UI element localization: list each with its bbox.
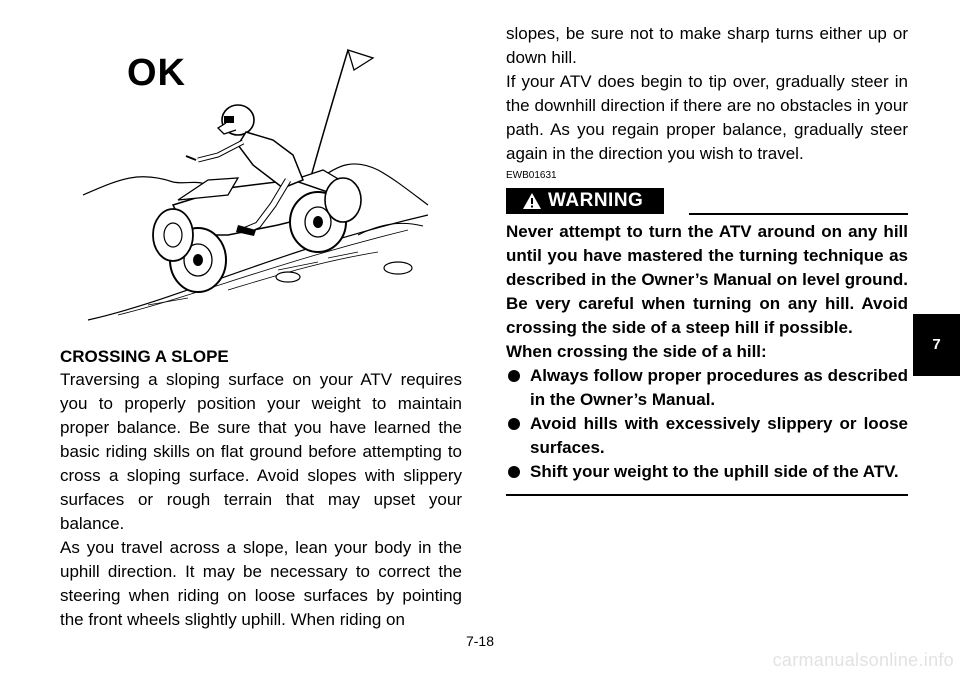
ok-label: OK xyxy=(127,52,186,94)
bullet-text: Always follow proper procedures as described in the Owner’s Manual. xyxy=(530,366,908,409)
atv-on-slope-illustration xyxy=(78,30,438,330)
chapter-tab: 7 xyxy=(913,314,960,376)
warning-text: Never attempt to turn the ATV around on any hill until you have mastered the turning technique as described in the Owner’s Manual on level ground. Be very careful when turning on any hill. Avoid crossing the side of a steep hill if possible. xyxy=(506,222,908,337)
page-number: 7-18 xyxy=(465,633,495,649)
paragraph-continued: slopes, be sure not to make sharp turns either up or down hill. xyxy=(506,24,908,67)
bullet-item xyxy=(506,460,908,484)
bullet-item xyxy=(506,412,908,460)
right-column xyxy=(506,22,908,496)
warning-divider xyxy=(689,213,908,215)
left-column xyxy=(60,345,462,632)
paragraph-lean-uphill: As you travel across a slope, lean your body in the uphill direction. It may be necessary to correct the steering when riding on loose surfaces by pointing the front wheels slightly uphill. When riding on xyxy=(60,538,462,629)
bullet-icon xyxy=(508,418,520,430)
warning-label: WARNING xyxy=(548,190,644,211)
bullet-item xyxy=(506,364,908,412)
bullet-text: Shift your weight to the uphill side of the ATV. xyxy=(530,462,899,481)
bullet-icon xyxy=(508,466,520,478)
warning-triangle-icon xyxy=(522,192,542,210)
section-heading: CROSSING A SLOPE xyxy=(60,347,229,366)
warning-code: EWB01631 xyxy=(506,170,557,181)
warning-end-divider xyxy=(506,494,908,496)
warning-badge xyxy=(506,188,664,214)
warning-subhead: When crossing the side of a hill: xyxy=(506,342,767,361)
footer-watermark: carmanualsonline.info xyxy=(772,650,954,670)
paragraph-tip-over: If your ATV does begin to tip over, gradually steer in the downhill direction if there are no obstacles in your path. As you regain proper balance, gradually steer again in the direction you wish to travel. xyxy=(506,72,908,163)
bullet-icon xyxy=(508,370,520,382)
paragraph-traversing: Traversing a sloping surface on your ATV requires you to properly position your weight to maintain proper balance. Be sure that you have learned the basic riding skills on flat ground before attempting to cross a sloping surface. Avoid slopes with slippery surfaces or rough terrain that may upset your balance. xyxy=(60,370,462,533)
warning-header xyxy=(506,186,908,214)
bullet-text: Avoid hills with excessively slippery or loose surfaces. xyxy=(530,414,908,457)
